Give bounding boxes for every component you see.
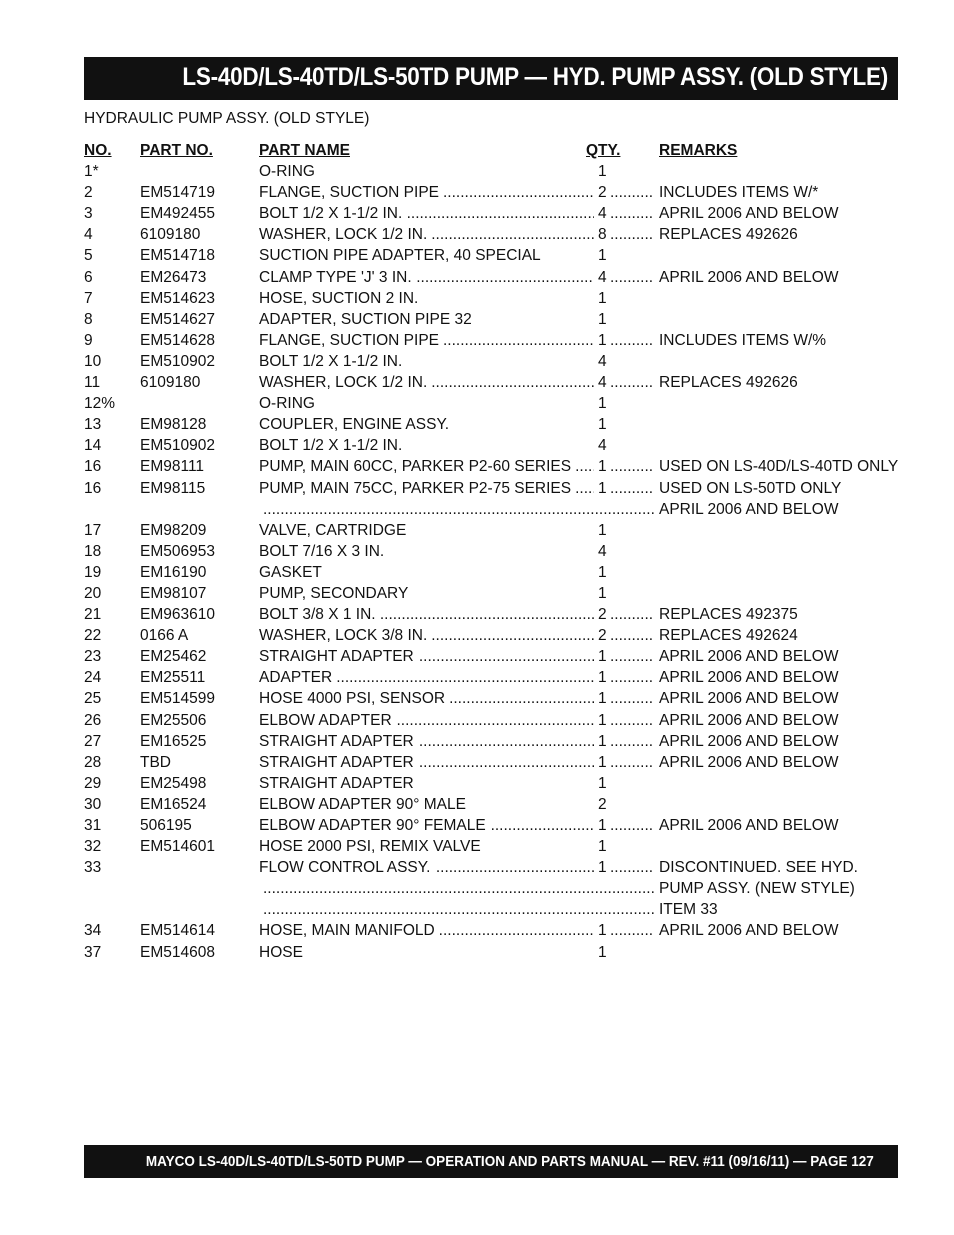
leader-dots (431, 224, 594, 245)
row-qty: 1 (598, 732, 607, 750)
row-qty: 1 (598, 416, 607, 434)
row-remarks: PUMP ASSY. (NEW STYLE) (659, 880, 855, 898)
row-no: 33 (84, 859, 102, 877)
row-remarks: APRIL 2006 AND BELOW (659, 669, 839, 687)
leader-dots (610, 710, 652, 731)
table-row (84, 288, 898, 309)
row-part-no: EM514601 (140, 838, 215, 856)
row-part-name: GASKET (259, 563, 322, 581)
row-no: 25 (84, 690, 102, 708)
leader-dots (419, 646, 594, 667)
row-part-name: ADAPTER (259, 669, 333, 687)
row-part-no: EM963610 (140, 606, 215, 624)
row-no: 2 (84, 184, 93, 202)
row-qty: 2 (598, 606, 607, 624)
row-no: 1* (84, 163, 99, 181)
row-part-no: 506195 (140, 817, 192, 834)
leader-dots (610, 815, 652, 836)
row-no: 31 (84, 817, 102, 834)
leader-dots (443, 182, 594, 203)
row-part-name: PUMP, SECONDARY (259, 584, 409, 602)
table-row (84, 583, 898, 604)
leader-dots (436, 857, 594, 878)
leader-dots (431, 625, 594, 646)
row-remarks: APRIL 2006 AND BELOW (659, 711, 839, 729)
row-part-no: EM514614 (140, 922, 215, 940)
row-part-name: BOLT 7/16 X 3 IN. (259, 542, 385, 560)
row-qty: 4 (598, 542, 607, 560)
table-row (84, 878, 898, 899)
row-part-name: CLAMP TYPE 'J' 3 IN. (259, 268, 412, 286)
row-no: 18 (84, 542, 102, 560)
row-remarks: APRIL 2006 AND BELOW (659, 268, 839, 286)
header-remarks: REMARKS (659, 142, 738, 159)
row-no: 21 (84, 606, 102, 624)
leader-dots (610, 182, 652, 203)
table-row (84, 224, 898, 245)
table-row (84, 920, 898, 941)
row-no: 11 (84, 374, 101, 392)
row-qty: 4 (598, 437, 607, 455)
leader-dots (610, 203, 652, 224)
row-qty: 1 (598, 563, 607, 581)
row-part-no: EM16524 (140, 795, 207, 813)
table-row (84, 899, 898, 920)
row-remarks: INCLUDES ITEMS W/* (659, 184, 819, 202)
row-part-name: FLANGE, SUCTION PIPE (259, 184, 440, 202)
table-row (84, 625, 898, 646)
row-part-no: 0166 A (140, 627, 189, 645)
parts-table (84, 140, 898, 963)
row-qty: 4 (598, 205, 607, 223)
row-remarks: APRIL 2006 AND BELOW (659, 753, 839, 771)
leader-dots (610, 920, 652, 941)
row-part-no: EM16525 (140, 732, 207, 750)
leader-dots (263, 878, 655, 899)
leader-dots (610, 646, 652, 667)
row-part-name: PUMP, MAIN 75CC, PARKER P2-75 SERIES (259, 479, 572, 497)
row-part-name: ADAPTER, SUCTION PIPE 32 (259, 310, 472, 328)
row-no: 14 (84, 437, 102, 455)
row-qty: 1 (598, 859, 607, 877)
row-remarks: REPLACES 492375 (659, 606, 798, 624)
leader-dots (407, 203, 594, 224)
table-row (84, 267, 898, 288)
row-part-no: EM492455 (140, 205, 215, 223)
row-part-name: BOLT 1/2 X 1-1/2 IN. (259, 437, 403, 455)
row-qty: 1 (598, 774, 607, 792)
row-part-name: BOLT 1/2 X 1-1/2 IN. (259, 352, 403, 370)
row-part-name: ELBOW ADAPTER 90° FEMALE (259, 817, 486, 834)
table-row (84, 752, 898, 773)
table-row (84, 182, 898, 203)
row-no: 26 (84, 711, 102, 729)
table-row (84, 456, 898, 477)
table-row (84, 203, 898, 224)
page-title: LS-40D/LS-40TD/LS-50TD PUMP — HYD. PUMP ASSY. (OLD STYLE) (182, 63, 888, 91)
row-remarks: REPLACES 492626 (659, 226, 798, 244)
row-part-name: HOSE (259, 943, 303, 961)
leader-dots (263, 899, 655, 920)
row-qty: 8 (598, 226, 607, 244)
row-remarks: USED ON LS-40D/LS-40TD ONLY (659, 458, 899, 476)
leader-dots (431, 372, 594, 393)
row-qty: 1 (598, 817, 607, 834)
row-part-no: EM25506 (140, 711, 207, 729)
row-no: 16 (84, 458, 102, 476)
table-row (84, 562, 898, 583)
table-row (84, 541, 898, 562)
table-header (84, 140, 898, 161)
row-part-name: ELBOW ADAPTER 90° MALE (259, 795, 466, 813)
table-row (84, 478, 898, 499)
leader-dots (336, 667, 594, 688)
row-qty: 1 (598, 395, 607, 413)
row-part-no: EM98107 (140, 584, 207, 602)
row-qty: 1 (598, 648, 607, 666)
table-row (84, 604, 898, 625)
header-part-name: PART NAME (259, 142, 350, 159)
row-no: 20 (84, 584, 102, 602)
row-no: 30 (84, 795, 102, 813)
row-no: 34 (84, 922, 102, 940)
row-qty: 1 (598, 711, 607, 729)
row-no: 37 (84, 943, 102, 961)
row-part-name: HOSE 4000 PSI, SENSOR (259, 690, 446, 708)
table-row (84, 815, 898, 836)
row-qty: 1 (598, 922, 607, 940)
row-part-name: O-RING (259, 163, 315, 181)
row-remarks: APRIL 2006 AND BELOW (659, 690, 839, 708)
row-part-no: EM16190 (140, 563, 207, 581)
leader-dots (439, 920, 594, 941)
table-row (84, 309, 898, 330)
row-no: 17 (84, 521, 102, 539)
table-row (84, 731, 898, 752)
row-qty: 1 (598, 479, 607, 497)
leader-dots (380, 604, 594, 625)
table-row (84, 836, 898, 857)
row-qty: 4 (598, 352, 607, 370)
leader-dots (443, 330, 594, 351)
row-remarks: REPLACES 492624 (659, 627, 798, 645)
row-remarks: DISCONTINUED. SEE HYD. (659, 859, 858, 877)
table-row (84, 435, 898, 456)
row-no: 22 (84, 627, 102, 645)
row-no: 3 (84, 205, 93, 223)
table-row (84, 857, 898, 878)
row-no: 7 (84, 289, 93, 307)
row-qty: 2 (598, 184, 607, 202)
table-row (84, 794, 898, 815)
leader-dots (610, 625, 652, 646)
row-part-name: WASHER, LOCK 3/8 IN. (259, 627, 428, 645)
row-no: 10 (84, 352, 102, 370)
table-row (84, 245, 898, 266)
table-row (84, 942, 898, 963)
row-qty: 1 (598, 669, 607, 687)
row-remarks: APRIL 2006 AND BELOW (659, 648, 839, 666)
leader-dots (610, 456, 652, 477)
row-part-no: 6109180 (140, 226, 201, 244)
leader-dots (610, 267, 652, 288)
row-no: 9 (84, 331, 93, 349)
leader-dots (610, 667, 652, 688)
row-qty: 1 (598, 943, 607, 961)
row-part-name: PUMP, MAIN 60CC, PARKER P2-60 SERIES (259, 458, 572, 476)
row-qty: 1 (598, 753, 607, 771)
row-no: 28 (84, 753, 102, 771)
row-part-no: EM98111 (140, 458, 205, 476)
row-part-name: SUCTION PIPE ADAPTER, 40 SPECIAL (259, 247, 541, 265)
row-part-name: STRAIGHT ADAPTER (259, 648, 414, 666)
table-row (84, 161, 898, 182)
footer-text: MAYCO LS-40D/LS-40TD/LS-50TD PUMP — OPERATION AND PARTS MANUAL — REV. #11 (09/16/11) — PAGE 127 (146, 1153, 874, 1170)
row-part-no: EM25462 (140, 648, 207, 666)
header-no: NO. (84, 142, 112, 159)
row-part-name: FLANGE, SUCTION PIPE (259, 331, 440, 349)
row-part-no: EM514628 (140, 331, 215, 349)
header-qty: QTY. (586, 142, 621, 159)
leader-dots (610, 372, 652, 393)
row-part-name: STRAIGHT ADAPTER (259, 732, 414, 750)
row-remarks: APRIL 2006 AND BELOW (659, 205, 839, 223)
row-part-no: EM514599 (140, 690, 215, 708)
row-no: 13 (84, 416, 102, 434)
leader-dots (575, 478, 594, 499)
table-row (84, 372, 898, 393)
row-part-name: BOLT 1/2 X 1-1/2 IN. (259, 205, 403, 223)
row-part-name: WASHER, LOCK 1/2 IN. (259, 374, 428, 392)
table-row (84, 330, 898, 351)
row-qty: 2 (598, 795, 607, 813)
row-no: 16 (84, 479, 102, 497)
page-footer (84, 1145, 898, 1178)
row-qty: 1 (598, 690, 607, 708)
row-part-no: EM514627 (140, 310, 215, 328)
row-remarks: APRIL 2006 AND BELOW (659, 732, 839, 750)
row-part-name: HOSE, MAIN MANIFOLD (259, 922, 435, 940)
row-part-no: EM514719 (140, 184, 215, 202)
row-no: 29 (84, 774, 102, 792)
row-qty: 1 (598, 584, 607, 602)
row-no: 8 (84, 310, 93, 328)
row-part-no: EM98115 (140, 479, 206, 497)
row-qty: 4 (598, 268, 607, 286)
row-remarks: REPLACES 492626 (659, 374, 798, 392)
leader-dots (419, 752, 594, 773)
row-remarks: APRIL 2006 AND BELOW (659, 817, 839, 834)
row-no: 27 (84, 732, 102, 750)
leader-dots (419, 731, 594, 752)
row-qty: 1 (598, 331, 607, 349)
leader-dots (263, 499, 655, 520)
row-part-no: TBD (140, 753, 171, 771)
row-part-name: ELBOW ADAPTER (259, 711, 392, 729)
row-qty: 2 (598, 627, 607, 645)
row-qty: 1 (598, 838, 607, 856)
leader-dots (575, 456, 594, 477)
row-qty: 1 (598, 163, 607, 181)
row-part-name: FLOW CONTROL ASSY. (259, 859, 431, 877)
row-no: 23 (84, 648, 102, 666)
row-no: 6 (84, 268, 93, 286)
row-part-no: EM514608 (140, 943, 215, 961)
row-part-no: EM510902 (140, 352, 215, 370)
row-no: 32 (84, 838, 102, 856)
row-part-name: WASHER, LOCK 1/2 IN. (259, 226, 428, 244)
leader-dots (610, 478, 652, 499)
row-part-no: EM510902 (140, 437, 215, 455)
table-row (84, 773, 898, 794)
row-part-no: EM98209 (140, 521, 207, 539)
leader-dots (610, 857, 652, 878)
row-part-no: EM514623 (140, 289, 215, 307)
row-no: 24 (84, 669, 102, 687)
table-row (84, 667, 898, 688)
table-row (84, 710, 898, 731)
row-part-name: BOLT 3/8 X 1 IN. (259, 606, 376, 624)
row-part-no: EM25498 (140, 774, 207, 792)
row-qty: 1 (598, 289, 607, 307)
row-part-no: EM25511 (140, 669, 206, 687)
table-body (84, 161, 898, 963)
leader-dots (610, 752, 652, 773)
row-part-name: STRAIGHT ADAPTER (259, 774, 414, 792)
row-part-no: EM98128 (140, 416, 207, 434)
row-qty: 1 (598, 310, 607, 328)
row-no: 5 (84, 247, 93, 265)
row-part-no: EM26473 (140, 268, 207, 286)
row-part-name: STRAIGHT ADAPTER (259, 753, 414, 771)
row-part-name: HOSE, SUCTION 2 IN. (259, 289, 419, 307)
table-row (84, 646, 898, 667)
row-part-name: COUPLER, ENGINE ASSY. (259, 416, 450, 434)
row-part-name: O-RING (259, 395, 315, 413)
table-row (84, 688, 898, 709)
row-qty: 4 (598, 374, 607, 392)
table-row (84, 499, 898, 520)
row-part-no: 6109180 (140, 374, 201, 392)
row-remarks: ITEM 33 (659, 901, 718, 919)
row-qty: 1 (598, 458, 607, 476)
page-title-bar (84, 57, 898, 100)
row-no: 19 (84, 563, 102, 581)
row-part-no: EM506953 (140, 542, 215, 560)
row-remarks: INCLUDES ITEMS W/% (659, 331, 827, 349)
row-remarks: USED ON LS-50TD ONLY (659, 479, 842, 497)
leader-dots (610, 330, 652, 351)
leader-dots (449, 688, 594, 709)
leader-dots (491, 815, 594, 836)
row-no: 12% (84, 395, 116, 413)
leader-dots (396, 710, 594, 731)
leader-dots (610, 688, 652, 709)
header-part-no: PART NO. (140, 142, 213, 159)
row-part-name: HOSE 2000 PSI, REMIX VALVE (259, 838, 481, 856)
row-part-no: EM514718 (140, 247, 215, 265)
row-part-name: VALVE, CARTRIDGE (259, 521, 407, 539)
leader-dots (610, 224, 652, 245)
table-row (84, 520, 898, 541)
table-row (84, 351, 898, 372)
row-qty: 1 (598, 247, 607, 265)
leader-dots (416, 267, 594, 288)
row-remarks: APRIL 2006 AND BELOW (659, 922, 839, 940)
row-no: 4 (84, 226, 93, 244)
row-remarks: APRIL 2006 AND BELOW (659, 500, 839, 518)
row-qty: 1 (598, 521, 607, 539)
table-row (84, 393, 898, 414)
section-subtitle: HYDRAULIC PUMP ASSY. (OLD STYLE) (84, 110, 370, 127)
table-row (84, 414, 898, 435)
leader-dots (610, 604, 652, 625)
leader-dots (610, 731, 652, 752)
